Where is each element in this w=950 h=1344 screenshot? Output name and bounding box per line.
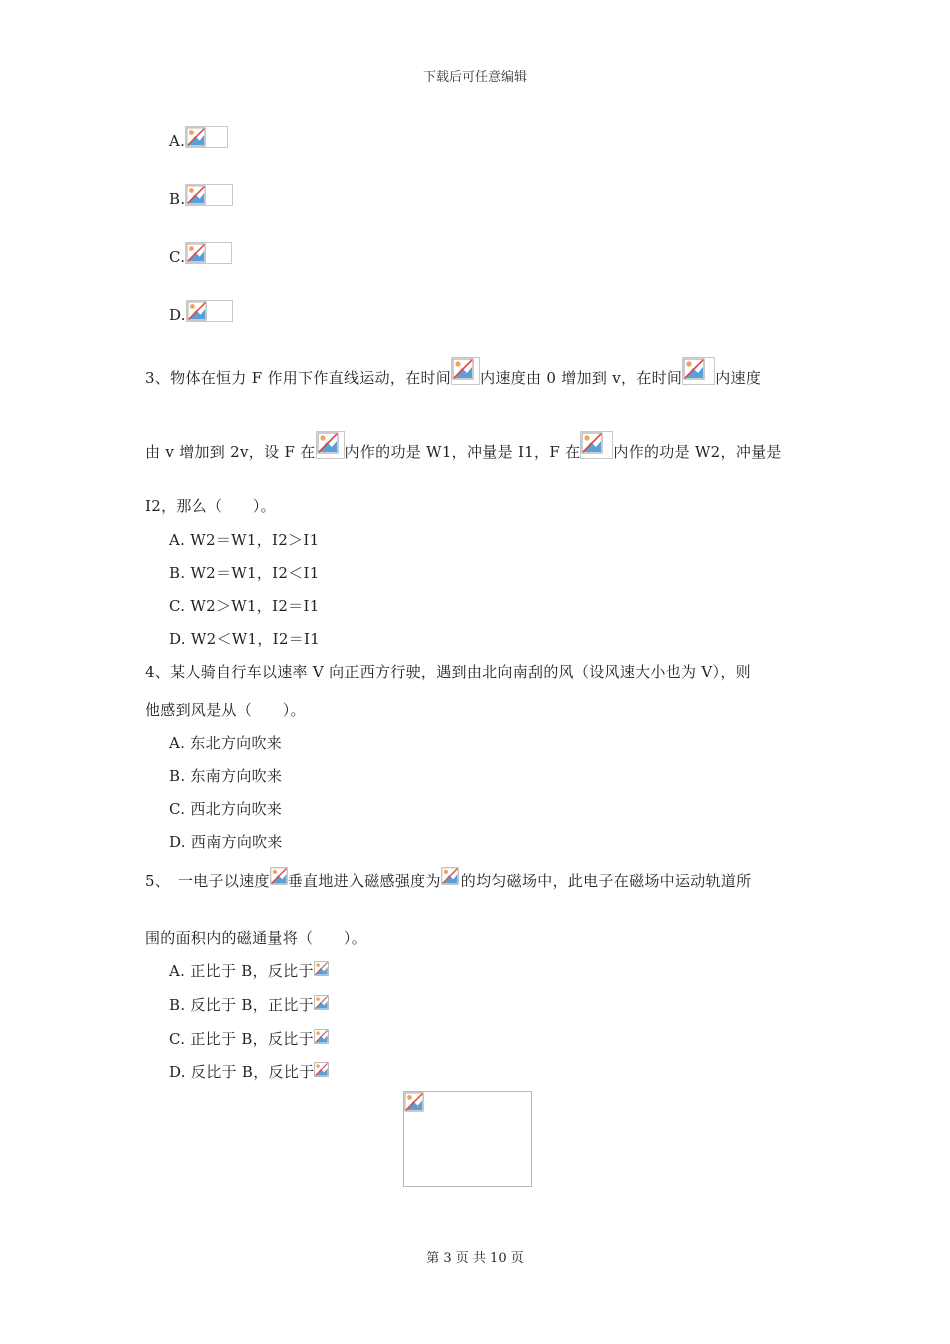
q3-line-3: I2，那么（ ）。 (145, 497, 276, 515)
broken-image-icon (451, 357, 480, 385)
q2-option-c (169, 247, 232, 267)
q5-line-1 (145, 871, 751, 891)
q3-option-d: D. W2＜W1，I2＝I1 (169, 630, 321, 648)
broken-image-icon (185, 242, 232, 264)
q5-option-b (169, 995, 330, 1015)
q5-option-b-label: B. 反比于 B，正比于 (169, 996, 314, 1014)
q3-text: 由 v 增加到 2v，设 F 在 (145, 443, 316, 461)
q5-text: 垂直地进入磁感强度为 (287, 872, 441, 890)
q2-option-c-label: C. (169, 248, 186, 266)
q2-option-a (169, 131, 228, 151)
q3-line-2 (145, 442, 782, 462)
q2-option-a-label: A. (169, 132, 186, 150)
broken-image-icon (580, 431, 613, 459)
q5-text: 的均匀磁场中，此电子在磁场中运动轨道所 (460, 872, 752, 890)
broken-image-icon (316, 431, 345, 459)
q3-line-1 (145, 368, 761, 388)
q4-option-a: A. 东北方向吹来 (169, 734, 283, 752)
q3-text: 内速度由 0 增加到 v，在时间 (480, 369, 683, 387)
q5-option-a-label: A. 正比于 B，反比于 (169, 962, 314, 980)
q5-option-c (169, 1029, 330, 1049)
q3-text: 3、物体在恒力 F 作用下作直线运动，在时间 (145, 369, 452, 387)
broken-image-icon (314, 1062, 330, 1079)
q4-option-d: D. 西南方向吹来 (169, 833, 283, 851)
page-header: 下载后可任意编辑 (422, 70, 527, 85)
broken-image-icon (185, 126, 228, 148)
q5-option-a (169, 961, 330, 981)
q4-line-2: 他感到风是从（ ）。 (145, 701, 306, 719)
broken-image-icon (185, 184, 233, 206)
q3-option-c: C. W2＞W1，I2＝I1 (169, 597, 320, 615)
broken-image-icon (314, 995, 330, 1012)
broken-image-icon (186, 300, 233, 322)
q4-option-c: C. 西北方向吹来 (169, 800, 283, 818)
q5-option-c-label: C. 正比于 B，反比于 (169, 1030, 314, 1048)
q5-option-d (169, 1062, 330, 1082)
broken-image-icon (441, 867, 461, 887)
q3-text: 内作的功是 W1，冲量是 I1，F 在 (344, 443, 581, 461)
q4-line-1: 4、某人骑自行车以速率 V 向正西方行驶，遇到由北向南刮的风（设风速大小也为 V），则 (145, 663, 751, 681)
page-footer: 第 3 页 共 10 页 (426, 1251, 524, 1266)
q5-option-d-label: D. 反比于 B，反比于 (169, 1063, 315, 1081)
q3-option-a: A. W2＝W1，I2＞I1 (169, 531, 320, 549)
q3-text: 内作的功是 W2，冲量是 (613, 443, 782, 461)
q5-text: 5、 一电子以速度 (145, 872, 270, 890)
broken-image-icon (270, 867, 288, 887)
q2-option-b (169, 189, 233, 209)
broken-image-icon (314, 961, 330, 978)
q2-option-d (169, 305, 233, 325)
figure-image-placeholder (403, 1091, 532, 1187)
broken-image-icon (404, 1092, 426, 1114)
q2-option-d-label: D. (169, 306, 186, 324)
q4-option-b: B. 东南方向吹来 (169, 767, 283, 785)
q2-option-b-label: B. (169, 190, 186, 208)
q5-line-2: 围的面积内的磁通量将（ ）。 (145, 929, 368, 947)
q3-text: 内速度 (715, 369, 762, 387)
broken-image-icon (314, 1029, 330, 1046)
broken-image-icon (682, 357, 715, 385)
q3-option-b: B. W2＝W1，I2＜I1 (169, 564, 320, 582)
